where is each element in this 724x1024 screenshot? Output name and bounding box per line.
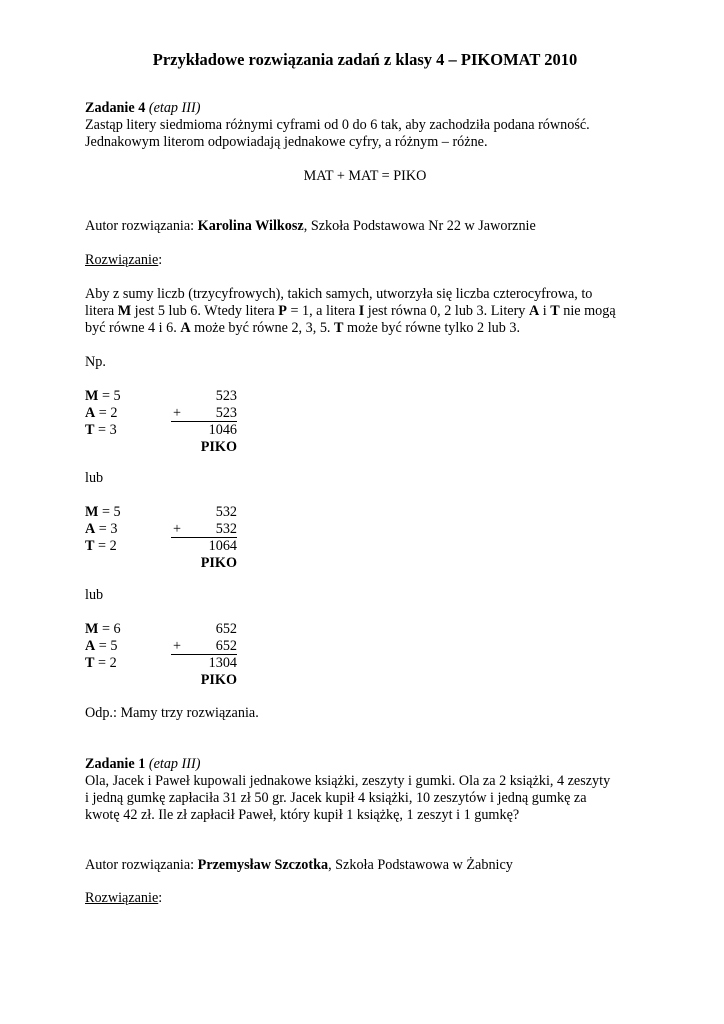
task4-equation: MAT + MAT = PIKO <box>303 168 427 184</box>
assignment-m: M = 5 <box>85 504 121 520</box>
assignment-m: M = 5 <box>85 388 121 404</box>
task4-text-line2: Jednakowym literom odpowiadają jednakowe cyfry, a różnym – różne. <box>85 134 488 150</box>
addend-1: 652 <box>215 621 237 637</box>
example-calculation-3 <box>85 621 385 689</box>
author-name: Karolina Wilkosz <box>197 218 304 234</box>
author-school: , Szkoła Podstawowa w Żabnicy <box>328 857 513 873</box>
author-label: Autor rozwiązania: <box>85 857 198 873</box>
plus-sign: + <box>173 405 182 421</box>
sum-result: 1046 <box>208 422 237 438</box>
solution-line1: Aby z sumy liczb (trzycyfrowych), takich samych, utworzyła się liczba czterocyfrowa, to <box>85 286 593 302</box>
assignment-a: A = 5 <box>85 638 118 654</box>
task4-text-line1: Zastąp litery siedmioma różnymi cyframi od 0 do 6 tak, aby zachodziła podana równość. <box>85 117 590 133</box>
task-title: Zadanie 4 <box>85 100 146 116</box>
addend-1: 523 <box>215 388 237 404</box>
sum-result: 1064 <box>208 538 237 554</box>
piko-label: PIKO <box>200 672 237 688</box>
author-school: , Szkoła Podstawowa Nr 22 w Jaworznie <box>303 218 536 234</box>
addend-2: 523 <box>215 405 237 421</box>
author-label: Autor rozwiązania: <box>85 218 198 234</box>
solution-label: Rozwiązanie <box>85 252 159 268</box>
addend-1: 532 <box>215 504 237 520</box>
plus-sign: + <box>173 521 182 537</box>
task1-text-line1: Ola, Jacek i Paweł kupowali jednakowe książki, zeszyty i gumki. Ola za 2 książki, 4 zeszyty <box>85 773 611 789</box>
task1-text-line2: i jedną gumkę zapłaciła 31 zł 50 gr. Jacek kupił 4 książki, 10 zeszytów i jedną gumkę za <box>85 790 587 806</box>
solution-colon: : <box>158 890 163 906</box>
task-stage: (etap III) <box>148 100 201 116</box>
task4-solution-label <box>85 252 645 269</box>
task1-heading <box>85 756 645 773</box>
task1-author <box>85 857 645 874</box>
addend-2: 532 <box>215 521 237 537</box>
sum-result: 1304 <box>208 655 237 671</box>
assignment-t: T = 2 <box>85 655 117 671</box>
solution-line3: być równe 4 i 6. A może być równe 2, 3, 5. T może być równe tylko 2 lub 3. <box>85 320 521 336</box>
example-label: Np. <box>85 354 106 370</box>
piko-label: PIKO <box>200 439 237 455</box>
solution-line2: litera M jest 5 lub 6. Wtedy litera P = 1, a litera I jest równa 0, 2 lub 3. Litery A i T nie mogą <box>85 303 616 319</box>
assignment-a: A = 3 <box>85 521 118 537</box>
task-stage: (etap III) <box>148 756 201 772</box>
piko-label: PIKO <box>200 555 237 571</box>
example-calculation-1 <box>85 388 385 456</box>
task-title: Zadanie 1 <box>85 756 146 772</box>
assignment-t: T = 3 <box>85 422 117 438</box>
example-calculation-2 <box>85 504 385 572</box>
assignment-m: M = 6 <box>85 621 121 637</box>
document-title: Przykładowe rozwiązania zadań z klasy 4 – PIKOMAT 2010 <box>152 50 578 69</box>
task1-solution-label <box>85 890 645 907</box>
task1-text-line3: kwotę 42 zł. Ile zł zapłacił Paweł, który kupił 1 książkę, 1 zeszyt i 1 gumkę? <box>85 807 520 823</box>
assignment-t: T = 2 <box>85 538 117 554</box>
or-label-2: lub <box>85 587 104 603</box>
addend-2: 652 <box>215 638 237 654</box>
solution-label: Rozwiązanie <box>85 890 159 906</box>
task4-heading <box>85 100 645 117</box>
assignment-a: A = 2 <box>85 405 118 421</box>
solution-colon: : <box>158 252 163 268</box>
plus-sign: + <box>173 638 182 654</box>
or-label-1: lub <box>85 470 104 486</box>
task4-author <box>85 218 645 235</box>
author-name: Przemysław Szczotka <box>197 857 329 873</box>
answer-text: Odp.: Mamy trzy rozwiązania. <box>85 705 259 721</box>
